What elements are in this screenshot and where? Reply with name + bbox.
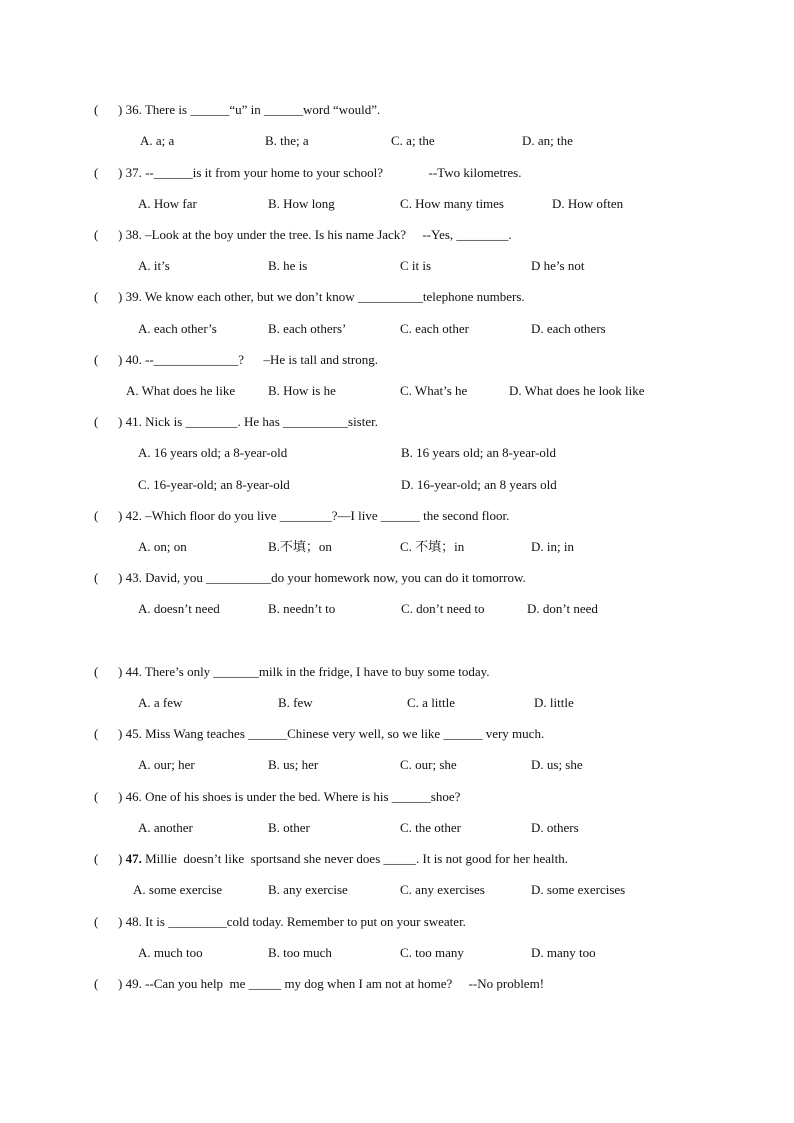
option-b: B. How is he — [268, 383, 336, 398]
answer-paren-open[interactable]: ( — [94, 914, 99, 929]
question-stem: ) 49. --Can you help me _____ my dog when I am not at home? --No problem! — [118, 976, 545, 991]
answer-paren-open[interactable]: ( — [94, 664, 99, 679]
option-a: A. a few — [138, 695, 183, 710]
question-36 — [94, 102, 381, 118]
option-c: C. the other — [400, 820, 462, 835]
option-b: B. the; a — [265, 133, 309, 148]
question-45 — [94, 726, 545, 742]
option-c: C. 16-year-old; an 8-year-old — [138, 477, 290, 492]
question-44 — [94, 664, 490, 680]
option-c: C. don’t need to — [401, 601, 485, 616]
question-37 — [94, 165, 522, 181]
question-number-bold: 47. — [125, 851, 142, 866]
option-a: A. our; her — [138, 757, 195, 772]
option-c: C. too many — [400, 945, 464, 960]
option-c: C. What’s he — [400, 383, 468, 398]
option-d: D. many too — [531, 945, 596, 960]
option-c: C. 不填；in — [400, 539, 465, 554]
question-46 — [94, 789, 461, 805]
question-39 — [94, 289, 525, 305]
option-d: D. What does he look like — [509, 383, 645, 398]
option-c: C. any exercises — [400, 882, 485, 897]
option-d: D. us; she — [531, 757, 583, 772]
option-b: B. other — [268, 820, 310, 835]
question-48 — [94, 914, 466, 930]
option-b: B. How long — [268, 196, 335, 211]
option-d: D. How often — [552, 196, 624, 211]
option-a: A. doesn’t need — [138, 601, 220, 616]
question-stem: ) 45. Miss Wang teaches ______Chinese very well, so we like ______ very much. — [118, 726, 545, 741]
option-b: B. 16 years old; an 8-year-old — [401, 445, 556, 460]
option-d: D. 16-year-old; an 8 years old — [401, 477, 557, 492]
option-a: A. What does he like — [126, 383, 236, 398]
answer-paren-open[interactable]: ( — [94, 726, 99, 741]
option-a: A. some exercise — [133, 882, 223, 897]
answer-paren-open[interactable]: ( — [94, 227, 99, 242]
option-a: A. on; on — [138, 539, 187, 554]
question-stem: ) 36. There is ______“u” in ______word “would”. — [118, 102, 381, 117]
question-stem: ) 46. One of his shoes is under the bed. Where is his ______shoe? — [118, 789, 461, 804]
option-b: B.不填；on — [268, 539, 332, 554]
option-c: C. a little — [407, 695, 456, 710]
answer-paren-open[interactable]: ( — [94, 102, 99, 117]
question-42 — [94, 508, 510, 524]
option-a: A. another — [138, 820, 193, 835]
option-b: B. each others’ — [268, 321, 347, 336]
option-d: D. an; the — [522, 133, 573, 148]
option-b: B. he is — [268, 258, 308, 273]
option-a: A. it’s — [138, 258, 170, 273]
option-d: D. each others — [531, 321, 606, 336]
option-d: D. don’t need — [527, 601, 598, 616]
option-c: C. each other — [400, 321, 469, 336]
answer-paren-open[interactable]: ( — [94, 976, 99, 991]
question-43 — [94, 570, 526, 586]
option-c: C. our; she — [400, 757, 457, 772]
option-b: B. us; her — [268, 757, 319, 772]
question-41 — [94, 414, 378, 430]
question-stem: ) 44. There’s only _______milk in the fridge, I have to buy some today. — [118, 664, 490, 679]
option-a: A. much too — [138, 945, 203, 960]
answer-paren-open[interactable]: ( — [94, 352, 99, 367]
question-38 — [94, 227, 512, 243]
question-stem: ) 48. It is _________cold today. Remember to put on your sweater. — [118, 914, 466, 929]
answer-paren-open[interactable]: ( — [94, 570, 99, 585]
option-b: B. too much — [268, 945, 332, 960]
answer-paren-open[interactable]: ( — [94, 414, 99, 429]
option-d: D. in; in — [531, 539, 574, 554]
question-stem: ) 47. Millie doesn’t like sportsand she never does _____. It is not good for her health. — [118, 851, 568, 866]
question-40 — [94, 352, 378, 368]
option-a: A. each other’s — [138, 321, 217, 336]
option-b: B. few — [278, 695, 313, 710]
option-c: C. How many times — [400, 196, 504, 211]
option-d: D. some exercises — [531, 882, 626, 897]
question-49 — [94, 976, 545, 992]
question-stem: ) 42. –Which floor do you live ________?—I live ______ the second floor. — [118, 508, 510, 523]
answer-paren-open[interactable]: ( — [94, 508, 99, 523]
question-stem: ) 37. --______is it from your home to your school? --Two kilometres. — [118, 165, 522, 180]
option-a: A. How far — [138, 196, 197, 211]
option-c: C. a; the — [391, 133, 435, 148]
question-stem: ) 39. We know each other, but we don’t know __________telephone numbers. — [118, 289, 525, 304]
question-stem: ) 41. Nick is ________. He has __________sister. — [118, 414, 378, 429]
option-c: C it is — [400, 258, 432, 273]
question-47 — [94, 851, 568, 867]
option-d: D he’s not — [531, 258, 585, 273]
option-a: A. 16 years old; a 8-year-old — [138, 445, 288, 460]
option-d: D. little — [534, 695, 574, 710]
question-stem: ) 40. --_____________? –He is tall and strong. — [118, 352, 378, 367]
question-stem: ) 43. David, you __________do your homework now, you can do it tomorrow. — [118, 570, 526, 585]
option-a: A. a; a — [140, 133, 175, 148]
answer-paren-open[interactable]: ( — [94, 851, 99, 866]
question-stem: ) 38. –Look at the boy under the tree. Is his name Jack? --Yes, ________. — [118, 227, 512, 242]
option-b: B. needn’t to — [268, 601, 336, 616]
option-b: B. any exercise — [268, 882, 348, 897]
answer-paren-open[interactable]: ( — [94, 165, 99, 180]
answer-paren-open[interactable]: ( — [94, 289, 99, 304]
option-d: D. others — [531, 820, 579, 835]
answer-paren-open[interactable]: ( — [94, 789, 99, 804]
